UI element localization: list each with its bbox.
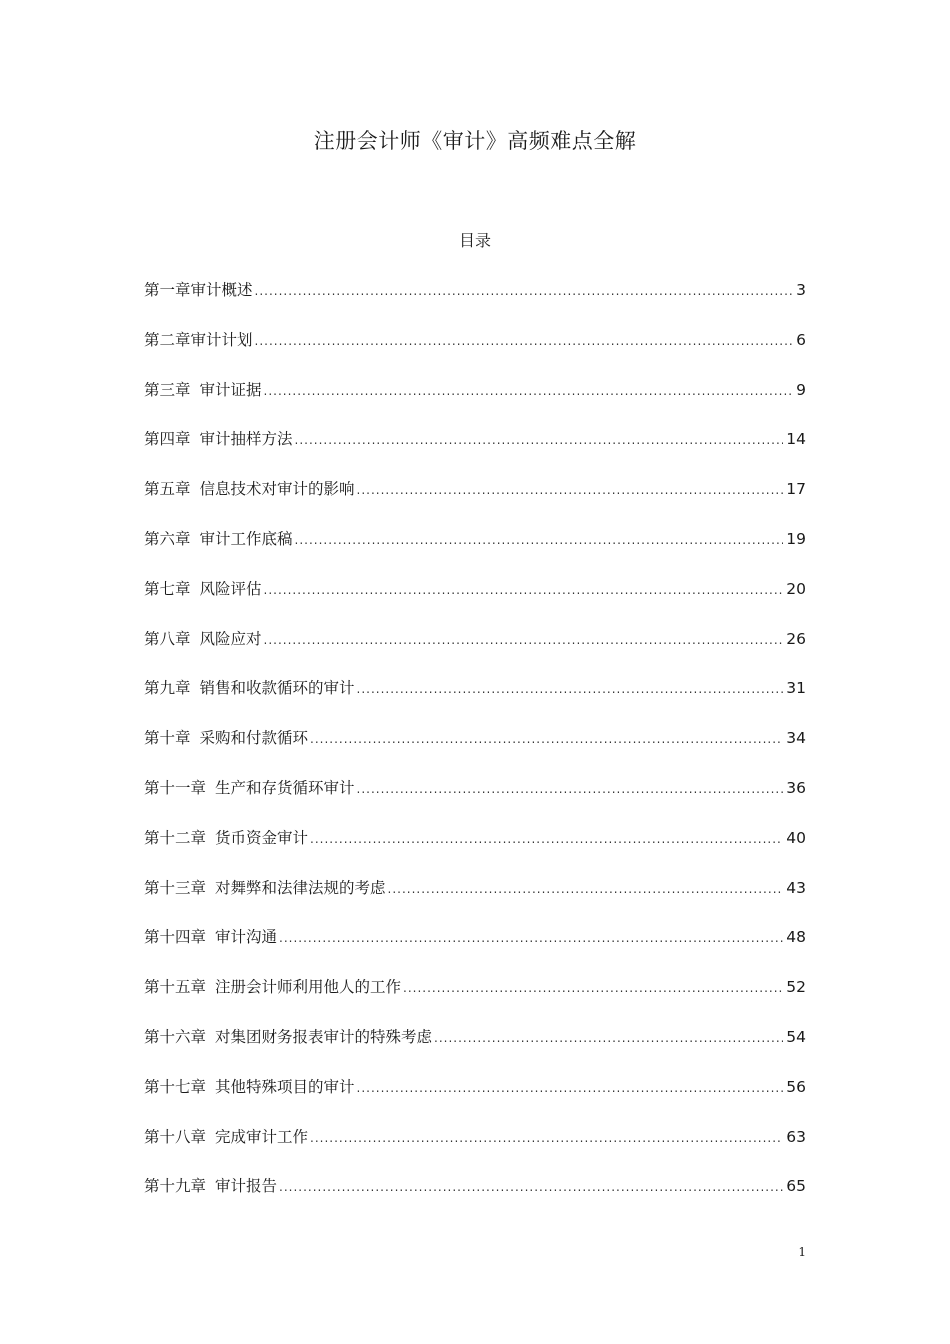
toc-page-number: 63 [786,1127,806,1146]
toc-page-number: 54 [786,1027,806,1046]
page-number: 1 [798,1245,806,1259]
toc-dot-leader [357,1075,784,1101]
toc-chapter-number: 第十八章 [144,1127,207,1146]
toc-chapter-name: 审计证据 [199,380,262,399]
toc-page-number: 56 [786,1077,806,1096]
toc-entry[interactable] [144,526,806,576]
toc-page-number: 9 [796,380,806,399]
toc-chapter-name: 审计报告 [215,1177,278,1196]
toc-dot-leader [434,1025,783,1051]
toc-entry[interactable] [144,974,806,1024]
toc-entry-title [144,327,253,353]
toc-entry-title [144,1024,432,1050]
toc-entry-title [144,1173,277,1199]
toc-dot-leader [279,925,783,951]
toc-entry-title [144,277,253,303]
toc-chapter-number: 第二章 [144,330,191,349]
toc-chapter-name: 审计工作底稿 [199,529,293,548]
toc-dot-leader [264,378,794,404]
toc-chapter-name: 风险评估 [199,579,262,598]
toc-chapter-number: 第一章 [144,281,191,299]
toc-dot-leader [295,527,784,553]
toc-dot-leader [357,676,784,702]
toc-entry[interactable] [144,576,806,626]
toc-entry-title [144,526,293,552]
table-of-contents [144,277,806,1223]
toc-chapter-name: 审计抽样方法 [199,430,293,449]
toc-entry-title [144,675,355,701]
toc-entry-title [144,775,355,801]
toc-entry[interactable] [144,377,806,427]
toc-chapter-number: 第十四章 [144,928,207,947]
toc-chapter-number: 第八章 [144,629,191,648]
toc-page-number: 52 [786,978,806,997]
toc-entry-title [144,1074,355,1100]
toc-page-number: 6 [796,330,806,349]
toc-chapter-number: 第五章 [144,480,191,499]
toc-chapter-number: 第四章 [144,430,191,449]
toc-entry[interactable] [144,1074,806,1124]
toc-entry[interactable] [144,1173,806,1223]
toc-page-number: 26 [786,629,806,648]
toc-chapter-name: 注册会计师利用他人的工作 [215,978,402,997]
toc-chapter-number: 第十一章 [144,778,207,797]
toc-chapter-number: 第十七章 [144,1077,207,1096]
toc-page-number: 14 [786,430,806,449]
document-title: 注册会计师《审计》高频难点全解 [313,129,637,153]
toc-chapter-number: 第十三章 [144,878,207,897]
toc-entry[interactable] [144,675,806,725]
toc-chapter-name: 信息技术对审计的影响 [199,480,355,499]
toc-chapter-name: 货币资金审计 [215,828,309,847]
toc-chapter-name: 对舞弊和法律法规的考虑 [215,878,386,897]
toc-dot-leader [264,577,784,603]
toc-chapter-name: 生产和存货循环审计 [215,778,355,797]
toc-chapter-name: 审计沟通 [215,928,278,947]
toc-chapter-number: 第六章 [144,529,191,548]
toc-chapter-name: 对集团财务报表审计的特殊考虑 [215,1027,433,1046]
toc-chapter-name: 其他特殊项目的审计 [215,1077,355,1096]
toc-chapter-number: 第三章 [144,380,191,399]
toc-chapter-name: 完成审计工作 [215,1127,309,1146]
toc-entry-title [144,377,262,403]
toc-page-number: 40 [786,828,806,847]
toc-chapter-number: 第十五章 [144,978,207,997]
toc-dot-leader [255,328,794,354]
toc-entry[interactable] [144,775,806,825]
toc-page-number: 19 [786,529,806,548]
toc-chapter-number: 第十二章 [144,828,207,847]
toc-entry[interactable] [144,327,806,377]
toc-chapter-number: 第十六章 [144,1027,207,1046]
toc-page-number: 43 [786,878,806,897]
toc-dot-leader [310,1125,783,1151]
toc-page-number: 31 [786,679,806,698]
toc-entry[interactable] [144,1024,806,1074]
toc-dot-leader [403,975,783,1001]
toc-chapter-name: 采购和付款循环 [199,729,309,748]
toc-page-number: 20 [786,579,806,598]
toc-entry[interactable] [144,1124,806,1174]
toc-entry[interactable] [144,725,806,775]
toc-page-number: 34 [786,729,806,748]
toc-dot-leader [310,826,783,852]
toc-dot-leader [264,627,784,653]
toc-entry[interactable] [144,476,806,526]
toc-chapter-name: 风险应对 [199,629,262,648]
toc-entry-title [144,924,277,950]
toc-entry-title [144,576,262,602]
toc-chapter-number: 第十章 [144,729,191,748]
toc-dot-leader [295,427,784,453]
toc-dot-leader [310,726,783,752]
toc-chapter-name: 审计计划 [190,330,253,349]
toc-entry-title [144,974,401,1000]
toc-entry-title [144,875,386,901]
toc-heading: 目录 [458,231,491,250]
toc-chapter-number: 第九章 [144,679,191,698]
toc-entry-title [144,1124,308,1150]
toc-entry-title [144,476,355,502]
toc-entry[interactable] [144,277,806,327]
toc-dot-leader [357,477,784,503]
toc-entry[interactable] [144,825,806,875]
toc-page-number: 17 [786,480,806,499]
toc-entry[interactable] [144,626,806,676]
toc-page-number: 48 [786,928,806,947]
toc-chapter-name: 销售和收款循环的审计 [199,679,355,698]
toc-entry-title [144,725,308,751]
toc-entry-title [144,825,308,851]
toc-entry[interactable] [144,924,806,974]
toc-page-number: 65 [786,1177,806,1196]
toc-dot-leader [388,876,784,902]
toc-entry-title [144,626,262,652]
toc-chapter-number: 第十九章 [144,1177,207,1196]
toc-dot-leader [357,776,784,802]
toc-page-number: 3 [796,281,806,299]
toc-chapter-name: 审计概述 [190,281,253,299]
toc-entry[interactable] [144,426,806,476]
toc-dot-leader [255,278,794,304]
toc-entry-title [144,426,293,452]
toc-page-number: 36 [786,778,806,797]
toc-entry[interactable] [144,875,806,925]
toc-dot-leader [279,1174,783,1200]
toc-chapter-number: 第七章 [144,579,191,598]
